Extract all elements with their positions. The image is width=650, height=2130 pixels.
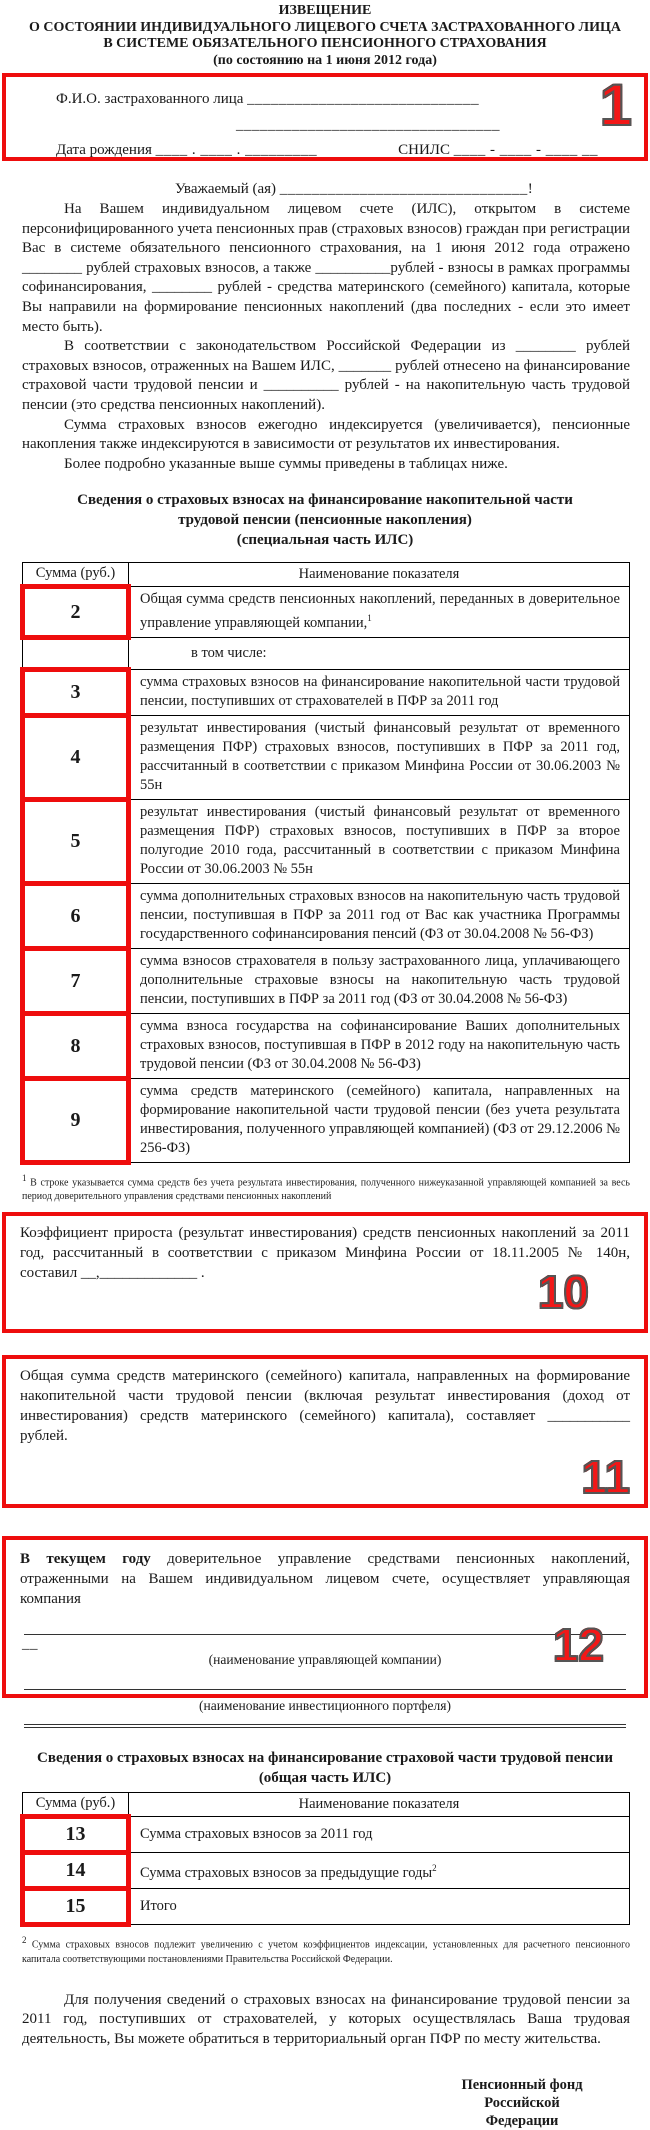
table2-title-line-2: (общая часть ИЛС) (258, 1770, 392, 1787)
sum-cell-4: 4 (23, 716, 129, 800)
special-part-table (20, 562, 630, 1165)
footnote-ref-1: 1 (367, 613, 372, 624)
indicator-text: сумма взносов страхователя в пользу застрахованного лица, уплачивающего дополнительные страховые взносы на накопительную часть трудовой пенсии, поступивших в ПФР за 2011 год (ФЗ от 30.04.2008 № 56-ФЗ) (140, 953, 620, 1008)
footnote-2 (22, 1933, 630, 1966)
callout-number-12: 12 (552, 1619, 604, 1672)
table2-title (0, 1748, 650, 1788)
title-line-4: (по состоянию на 1 июня 2012 года) (213, 52, 437, 68)
table-row (23, 1889, 630, 1925)
dob-snils-row (56, 142, 628, 159)
dob-label: Дата рождения (56, 142, 152, 158)
sum-cell-2: 2 (23, 587, 129, 638)
indicator-cell (129, 1079, 630, 1163)
dob-blank-field: ____ . ____ . _________ (155, 142, 318, 158)
salutation-excl: ! (527, 181, 533, 197)
table-row (23, 800, 630, 884)
indicator-cell (129, 716, 630, 800)
salutation-line (175, 181, 630, 198)
snils-blank-field: ____ - ____ - ____ __ (453, 142, 598, 158)
footnote-1-marker: 1 (22, 1173, 27, 1184)
indicator-text: в том числе: (191, 645, 267, 662)
indicator-text: сумма страховых взносов на финансирование накопительной части трудовой пенсии, поступивших от страхователей в ПФР за 2011 год (140, 674, 620, 710)
paragraph-law-allocation: В соответствии с законодательством Российской Федерации из ________ рублей страховых взносов, отраженных на Вашем ИЛС, _______ рублей отнесено на финансирование страховой части трудовой пенсии и __________ рублей - на накопительную часть трудовой пенсии (это средства пенсионных накоплений). (22, 338, 630, 413)
issuer-line-2: Российской (484, 2094, 560, 2111)
management-company-rest: доверительное управление средствами пенсионных накоплений, отраженными на Вашем индивидуальном лицевом счете, осуществляет управляющая компания (20, 1551, 630, 1608)
sum-cell-empty (23, 638, 129, 670)
table-row (23, 949, 630, 1014)
indicator-text: Итого (140, 1897, 177, 1914)
indicator-text: Общая сумма средств пенсионных накоплений, переданных в доверительное управление управляющей компании, (140, 591, 620, 632)
table-row (23, 670, 630, 716)
table2-title-line-1: Сведения о страховых взносах на финансирование страховой части трудовой пенсии (37, 1750, 613, 1767)
indicator-text: результат инвестирования (чистый финансовый результат от временного размещения ПФР) страховых взносов, поступивших в ПФР за 2011 год, рассчитанный в соответствии с приказом Минфина России от 30.06.2003 № 55н (140, 720, 620, 794)
table-row (23, 716, 630, 800)
table-row (23, 884, 630, 949)
table1-title-line-2: трудовой пенсии (пенсионные накопления) (178, 512, 472, 529)
sum-cell-9: 9 (23, 1079, 129, 1163)
indicator-cell (129, 670, 630, 716)
company-name-blank-line (24, 1609, 626, 1635)
person-info-annotated-box (2, 73, 648, 161)
issuer-signature (442, 2076, 602, 2130)
paragraph-closing: Для получения сведений о страховых взносах на финансирование трудовой пенсии за 2011 год, поступивших от страхователей, у которых осуществлялась Ваша трудовая деятельность, Вы можете обратиться в территориальный орган ПФР по месту жительства. (22, 1991, 630, 2047)
indicator-cell (129, 800, 630, 884)
table2-col-sum-header: Сумма (руб.) (23, 1793, 129, 1817)
indicator-cell (129, 1889, 630, 1925)
issuer-line-3: Федерации (485, 2112, 559, 2129)
table2-header-row (23, 1793, 630, 1817)
table-row (23, 1079, 630, 1163)
salutation-label: Уважаемый (ая) (175, 181, 277, 197)
dob-group (56, 142, 317, 159)
footnote-2-text: Сумма страховых взносов подлежит увеличению с учетом коэффициентов индексации, установленных для расчетного пенсионного капитала соответствующими постановлениями Правительства Российской Федерации. (22, 1939, 630, 1965)
sum-cell-14: 14 (23, 1853, 129, 1889)
growth-coefficient-text: Коэффициент прироста (результат инвестирования) средств пенсионных накоплений за 2011 год, рассчитанный в соответствии с приказом Минфина России от 18.11.2005 № 140н, составил __,_____________ . (20, 1225, 630, 1282)
sum-cell-7: 7 (23, 949, 129, 1014)
growth-coefficient-annotated-box (2, 1212, 648, 1333)
maternal-capital-text: Общая сумма средств материнского (семейного) капитала, направленных на формирование накопительной части трудовой пенсии (включая результат инвестирования (доход от инвестирования) средств материнского (семейного) капитала), составляет ___________ рублей. (20, 1368, 630, 1445)
indicator-text: сумма средств материнского (семейного) капитала, направленных на формирование накопительной части трудовой пенсии (без учета результата инвестирования, полученного управляющей компанией) (ФЗ от 29.12.2006 № 256-ФЗ) (140, 1083, 620, 1157)
table1-title-line-3: (специальная часть ИЛС) (236, 532, 414, 549)
table1-col-name-header: Наименование показателя (129, 563, 630, 587)
sum-cell-15: 15 (23, 1889, 129, 1925)
table-row (23, 1853, 630, 1889)
paragraph-see-tables: Более подробно указанные выше суммы приведены в таблицах ниже. (64, 455, 508, 472)
title-line-3: В СИСТЕМЕ ОБЯЗАТЕЛЬНОГО ПЕНСИОННОГО СТРАХОВАНИЯ (103, 36, 547, 51)
snils-group (398, 142, 598, 159)
paragraph-account-summary: На Вашем индивидуальном лицевом счете (ИЛС), открытом в системе персонифицированного учета пенсионных прав (страховых взносов) граждан при регистрации Вас в системе обязательного пенсионного страхования, на 1 июня 2012 года отражено ________ рублей страховых взносов, а также __________рублей - взносы в рамках программы софинансирования, ________ рублей - средства материнского (семейного) капитала, которые Вы направили на формирование пенсионных накоплений (два последних - если это имеет место быть). (22, 201, 630, 335)
portfolio-name-blank-line (24, 1668, 626, 1690)
issuer-line-1: Пенсионный фонд (461, 2076, 583, 2093)
document-title (0, 0, 650, 69)
indicator-text: Сумма страховых взносов за предыдущие годы (140, 1864, 433, 1881)
indicator-cell (129, 949, 630, 1014)
table1-col-sum-header: Сумма (руб.) (23, 563, 129, 587)
title-line-1: ИЗВЕЩЕНИЕ (278, 3, 372, 18)
company-name-caption: (наименование управляющей компании) (208, 1652, 442, 1668)
indicator-text: сумма дополнительных страховых взносов на накопительную часть трудовой пенсии, поступившая в ПФР за 2011 год от Вас как участника Программы государственного софинансирования пенсий (ФЗ от 30.04.2008 № 56-ФЗ) (140, 888, 620, 943)
footnote-2-marker: 2 (22, 1935, 27, 1946)
table1-title-line-1: Сведения о страховых взносах на финансирование накопительной части (77, 492, 573, 509)
paragraph-indexation: Сумма страховых взносов ежегодно индексируется (увеличивается), пенсионные накопления также индексируются в зависимости от результатов их инвестирования. (22, 416, 630, 453)
table-row (23, 1817, 630, 1853)
fio-blank-field: _____________________________ (247, 91, 480, 107)
indicator-cell (129, 587, 630, 638)
indicator-cell (129, 1014, 630, 1079)
management-company-text (20, 1549, 630, 1609)
title-line-2: О СОСТОЯНИИ ИНДИВИДУАЛЬНОГО ЛИЦЕВОГО СЧЕТА ЗАСТРАХОВАННОГО ЛИЦА (28, 19, 622, 35)
common-part-table (20, 1792, 630, 1927)
table-row (23, 587, 630, 638)
indicator-cell (129, 1853, 630, 1889)
maternal-capital-annotated-box (2, 1355, 648, 1508)
indicator-text: Сумма страховых взносов за 2011 год (140, 1825, 373, 1842)
callout-number-11: 11 (581, 1451, 630, 1504)
management-company-annotated-box (2, 1536, 648, 1714)
table-row (23, 1014, 630, 1079)
fio-row-2 (236, 117, 628, 134)
current-year-bold: В текущем году (20, 1551, 151, 1568)
sum-cell-3: 3 (23, 670, 129, 716)
indicator-cell (129, 1817, 630, 1853)
sum-cell-5: 5 (23, 800, 129, 884)
table-row (23, 638, 630, 670)
table2-col-name-header: Наименование показателя (129, 1793, 630, 1817)
sum-cell-13: 13 (23, 1817, 129, 1853)
table1-title (0, 490, 650, 550)
footnote-ref-2: 2 (432, 1862, 437, 1873)
table1-header-row (23, 563, 630, 587)
fio-blank-field-2: _________________________________ (236, 117, 500, 133)
footnote-1-text: В строке указывается сумма средств без учета результата инвестирования, полученного нижеуказанной управляющей компанией за весь период доверительного управления средствами пенсионных накоплений (22, 1177, 630, 1203)
indicator-cell (129, 638, 630, 670)
footnote-1 (22, 1171, 630, 1204)
indicator-text: результат инвестирования (чистый финансовый результат от временного размещения ПФР) страховых взносов, поступивших в ПФР за второе полугодие 2010 года, рассчитанный в соответствии с приказом Минфина России от 30.06.2003 № 55н (140, 804, 620, 878)
fio-label: Ф.И.О. застрахованного лица (56, 91, 244, 107)
sum-cell-6: 6 (23, 884, 129, 949)
snils-label: СНИЛС (398, 142, 450, 158)
indicator-text: сумма взноса государства на софинансирование Ваших дополнительных страховых взносов, поступившая в ПФР в 2012 году на накопительную часть трудовой пенсии (ФЗ от 30.04.2008 № 56-ФЗ) (140, 1018, 620, 1073)
blank-continuation-mark: __ (22, 1636, 38, 1653)
sum-cell-8: 8 (23, 1014, 129, 1079)
indicator-cell (129, 884, 630, 949)
salutation-blank: _______________________________ (279, 181, 528, 197)
callout-number-1: 1 (599, 73, 632, 138)
callout-number-10: 10 (537, 1266, 589, 1319)
portfolio-name-caption: (наименование инвестиционного портфеля) (199, 1698, 451, 1714)
fio-row (56, 91, 628, 108)
double-rule-divider (24, 1724, 626, 1728)
